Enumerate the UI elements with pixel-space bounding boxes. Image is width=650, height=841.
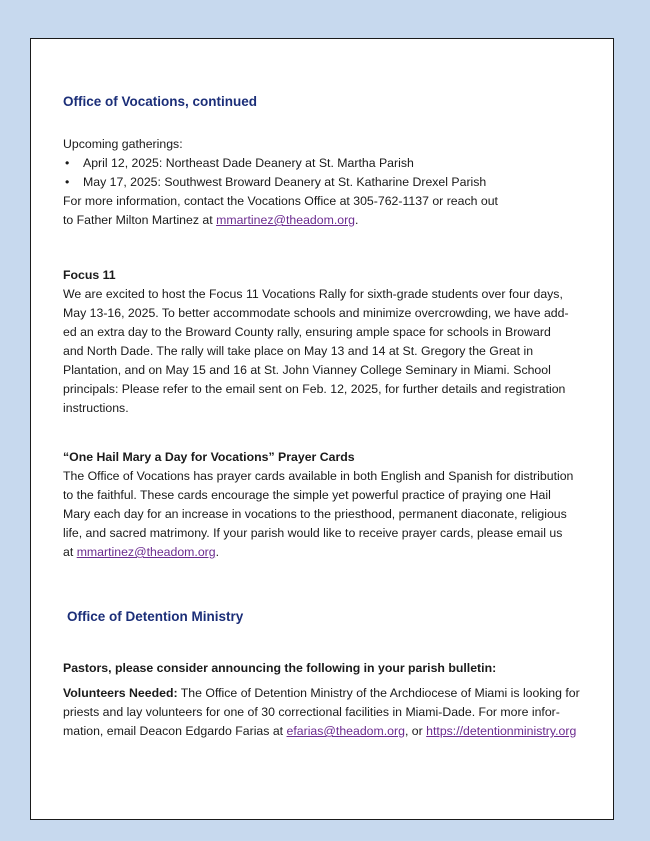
prayer-cards-line: Mary each day for an increase in vocations to the priesthood, permanent diaconate, religious bbox=[63, 507, 567, 521]
pastors-note: Pastors, please consider announcing the following in your parish bulletin: bbox=[63, 661, 497, 675]
detention-section bbox=[63, 659, 589, 741]
bullet-icon: • bbox=[65, 175, 70, 189]
contact-suffix: . bbox=[355, 213, 359, 227]
focus11-title: Focus 11 bbox=[63, 268, 116, 282]
focus11-line: ed an extra day to the Broward County rally, ensuring ample space for schools in Broward bbox=[63, 325, 551, 339]
focus11-line: May 13-16, 2025. To better accommodate schools and minimize overcrowding, we have add- bbox=[63, 306, 569, 320]
contact-line-2 bbox=[63, 211, 589, 230]
gathering-text: April 12, 2025: Northeast Dade Deanery at St. Martha Parish bbox=[83, 156, 414, 170]
focus11-line: We are excited to host the Focus 11 Vocations Rally for sixth-grade students over four days, bbox=[63, 287, 563, 301]
prayer-cards-title: “One Hail Mary a Day for Vocations” Prayer Cards bbox=[63, 450, 355, 464]
volunteers-text: The Office of Detention Ministry of the Archdiocese of Miami is looking for bbox=[177, 686, 580, 700]
prayer-cards-line: to the faithful. These cards encourage the simple yet powerful practice of praying one Hail bbox=[63, 488, 551, 502]
upcoming-label: Upcoming gatherings: bbox=[63, 137, 183, 151]
prayer-cards-suffix: . bbox=[215, 545, 220, 559]
focus11-line: and North Dade. The rally will take place on May 13 and 14 at St. Gregory the Great in bbox=[63, 344, 534, 358]
detention-heading: Office of Detention Ministry bbox=[67, 609, 244, 624]
bullet-icon: • bbox=[65, 156, 70, 170]
focus11-line: Plantation, and on May 15 and 16 at St. John Vianney College Seminary in Miami. School bbox=[63, 363, 551, 377]
prayer-cards-prefix: at bbox=[63, 545, 77, 559]
contact-line-1: For more information, contact the Vocations Office at 305-762-1137 or reach out bbox=[63, 194, 498, 208]
list-item bbox=[63, 173, 589, 192]
volunteers-prefix: mation, email Deacon Edgardo Farias at bbox=[63, 724, 287, 738]
upcoming-gatherings-section bbox=[63, 135, 589, 230]
gathering-text: May 17, 2025: Southwest Broward Deanery at St. Katharine Drexel Parish bbox=[83, 175, 487, 189]
document-page bbox=[30, 38, 614, 820]
contact-prefix: to Father Milton Martinez at bbox=[63, 213, 217, 227]
list-item bbox=[63, 154, 589, 173]
vocations-heading: Office of Vocations, continued bbox=[63, 94, 258, 109]
focus11-line: instructions. bbox=[63, 401, 129, 415]
prayer-cards-last-line bbox=[63, 543, 589, 562]
volunteers-line-1 bbox=[63, 684, 589, 703]
focus11-section bbox=[63, 266, 589, 418]
volunteers-separator: , or bbox=[404, 724, 427, 738]
gatherings-list bbox=[63, 154, 589, 192]
focus11-line: principals: Please refer to the email sent on Feb. 12, 2025, for further details and registration bbox=[63, 382, 566, 396]
prayer-cards-section bbox=[63, 448, 589, 562]
prayer-cards-line: life, and sacred matrimony. If your parish would like to receive prayer cards, please email us bbox=[63, 526, 563, 540]
vocations-email-link[interactable]: mmartinez@theadom.org bbox=[216, 213, 356, 227]
volunteers-line-2: priests and lay volunteers for one of 30 correctional facilities in Miami-Dade. For more infor- bbox=[63, 705, 560, 719]
prayer-cards-email-link[interactable]: mmartinez@theadom.org bbox=[76, 545, 216, 559]
volunteers-label: Volunteers Needed: bbox=[63, 686, 178, 700]
detention-website-link[interactable]: https://detentionministry.org bbox=[426, 724, 577, 738]
detention-email-link[interactable]: efarias@theadom.org bbox=[286, 724, 405, 738]
volunteers-line-3 bbox=[63, 722, 589, 741]
prayer-cards-line: The Office of Vocations has prayer cards available in both English and Spanish for distribution bbox=[63, 469, 574, 483]
